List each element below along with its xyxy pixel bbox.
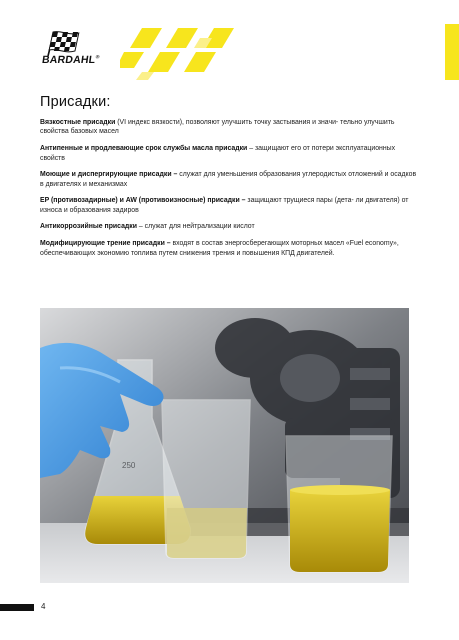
- description: входят в состав энергосберегающих моторных масел «Fuel economy», обеспечивающих экономию топлива путем снижения трения и повышения КПД двигателей.: [40, 240, 399, 257]
- paragraph-viscosity: [40, 118, 418, 137]
- brand-name: [41, 54, 100, 66]
- paragraph-detergent: [40, 170, 418, 189]
- lab-glassware-illustration: [40, 308, 409, 583]
- term: Модифицирующие трение присадки –: [40, 240, 171, 248]
- laboratory-photo: [40, 308, 409, 583]
- paragraph-antifoam: [40, 144, 418, 163]
- description: – защищают его от потери эксплуатационных свойств: [40, 145, 396, 162]
- term: Вязкостные присадки: [40, 119, 116, 126]
- term: EP (противозадирные) и AW (противоизносные) присадки –: [40, 197, 246, 205]
- paragraph-anticorrosion: [40, 222, 418, 231]
- description: защищают трущиеся пары (дета- ли двигателя) от износа и образования задиров: [40, 197, 409, 214]
- flask-marking: 250: [122, 461, 136, 470]
- checkered-stripes-decoration: [120, 22, 240, 82]
- term: Антипенные и продлевающие срок службы масла присадки: [40, 145, 248, 153]
- page-number-bar: [0, 604, 34, 611]
- yellow-side-tab: [445, 24, 459, 80]
- page-title: Присадки:: [40, 94, 111, 110]
- page-header: [0, 0, 459, 80]
- term: Моющие и диспергирующие присадки –: [40, 171, 178, 179]
- brand-wordmark: BARDAHL: [41, 54, 97, 66]
- description: – служат для нейтрализации кислот: [136, 223, 255, 231]
- registered-mark: ®: [95, 54, 100, 61]
- description: служат для уменьшения образования углеродистых отложений и осадков в двигателях и механизмах: [40, 171, 417, 188]
- paragraph-friction-modifier: [40, 239, 418, 258]
- additives-list: [40, 118, 418, 265]
- term: Антикоррозийные присадки: [40, 223, 137, 231]
- paragraph-ep-aw: [40, 196, 418, 215]
- description: (VI индекс вязкости), позволяют улучшить точку застывания и значи- тельно улучшить свойства базовых масел: [40, 119, 395, 136]
- page-number: 4: [41, 602, 46, 611]
